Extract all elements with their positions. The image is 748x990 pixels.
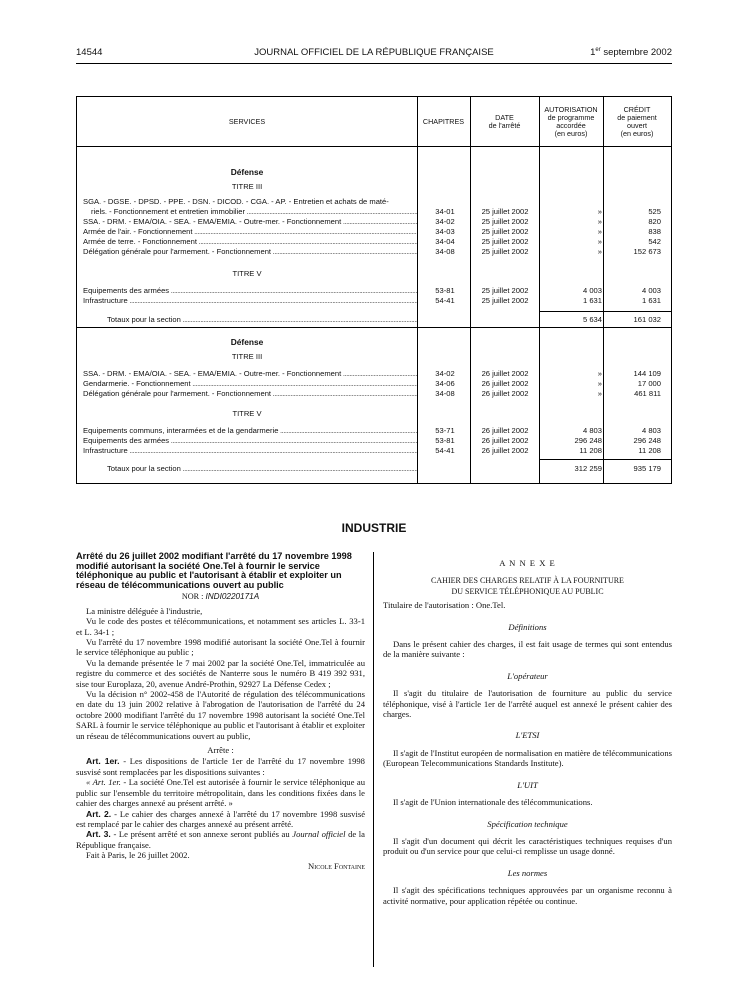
chapter-cell: 53-81	[435, 436, 455, 445]
subheading: Les normes	[507, 867, 548, 878]
date-cell: 26 juillet 2002	[481, 379, 529, 388]
table-row	[77, 369, 673, 379]
total-rule	[539, 311, 671, 312]
cahier-title-line1: CAHIER DES CHARGES RELATIF À LA FOURNITURE	[431, 576, 624, 586]
paragraph: Vu la demande présentée le 7 mai 2002 par la société One.Tel, immatriculée au registre du commerce et des sociétés de Nanterre sous le numéro B 419 392 931, sise tour Europlaza, 20, avenue André-Prothin, 92927 La Défense Cedex ;	[76, 657, 365, 689]
date-cell: 25 juillet 2002	[481, 296, 529, 305]
table-row	[77, 286, 673, 296]
table-row	[77, 227, 673, 237]
date-cell: 25 juillet 2002	[481, 286, 529, 295]
titre-heading: TITRE V	[232, 409, 262, 418]
table-row	[77, 389, 673, 399]
chapter-cell: 34-02	[435, 217, 455, 226]
date-cell: 25 juillet 2002	[481, 207, 529, 216]
autorisation-cell: 4 003	[582, 286, 602, 295]
credit-cell: 542	[648, 237, 661, 246]
titre-heading: TITRE III	[231, 352, 263, 361]
paragraph: La ministre déléguée à l'industrie,	[86, 605, 203, 616]
total-rule	[539, 459, 671, 460]
paragraph: Il s'agit du titulaire de l'autorisation de fourniture au public du service téléphonique, visé à l'article 1er de l'arrêté auquel est annexé le présent cahier des charges.	[383, 688, 672, 720]
nor-reference: NOR : INDI0220171A	[181, 592, 260, 602]
autorisation-cell: »	[597, 207, 602, 216]
table-row	[77, 207, 673, 217]
page-header	[76, 47, 672, 61]
date-cell: 26 juillet 2002	[481, 389, 529, 398]
titre-heading: TITRE V	[232, 269, 262, 278]
arrete-label: Arrête :	[207, 745, 234, 756]
date-cell: 25 juillet 2002	[481, 227, 529, 236]
row-label: Armée de terre. - Fonctionnement .....	[83, 237, 417, 247]
row-label: Equipements des armées .....	[83, 436, 417, 446]
article-2: Art. 2. - Le cahier des charges annexé à l'arrêté du 17 novembre 1998 susvisé est remplacé par le cahier des charges annexé au présent arrêté.	[76, 808, 366, 829]
article-1: Art. 1er. - Les dispositions de l'article 1er de l'arrêté du 17 novembre 1998 susvisé sont remplacées par les dispositions suivantes :	[76, 756, 365, 777]
chapter-cell: 54-41	[435, 296, 455, 305]
table-row	[77, 446, 673, 456]
table-row	[77, 426, 673, 436]
autorisation-cell: »	[597, 237, 602, 246]
chapter-cell: 54-41	[435, 446, 455, 455]
credit-cell: 11 208	[638, 446, 661, 455]
chapter-cell: 34-02	[435, 369, 455, 378]
credit-cell: 4 803	[641, 426, 661, 435]
arrete-title: Arrêté du 26 juillet 2002 modifiant l'arrêté du 17 novembre 1998 modifié autorisant la société One.Tel à fournir le service téléphonique au public et l'autorisant à établir et exploiter un réseau de télécommunications ouvert au public	[76, 551, 352, 590]
signature: Nicole Fontaine	[308, 860, 365, 871]
chapter-cell: 53-71	[435, 426, 455, 435]
article-1-quote: « Art. 1er. - La société One.Tel est autorisée à fournir le service téléphonique au public sur l'ensemble du territoire métropolitain, dans les conditions fixées dans le cahier des charges annexé au présent arrêté. »	[76, 777, 365, 809]
chapter-cell: 34-03	[435, 227, 455, 236]
credit-cell: 144 109	[633, 369, 661, 378]
chapter-cell: 34-01	[435, 207, 455, 216]
autorisation-cell: 4 803	[582, 426, 602, 435]
col-header-credit: CRÉDIT de paiement ouvert (en euros)	[617, 105, 657, 138]
col-header-date: DATE de l'arrêté	[488, 113, 521, 130]
header-rule	[76, 63, 672, 64]
chapter-cell: 53-81	[435, 286, 455, 295]
autorisation-cell: »	[597, 227, 602, 236]
date-cell: 26 juillet 2002	[481, 446, 529, 455]
section-title: Défense	[230, 167, 264, 177]
total-row: Totaux pour la section ..... 312 259 935 179	[77, 464, 673, 474]
cahier-title-line2: DU SERVICE TÉLÉPHONIQUE AU PUBLIC	[451, 586, 604, 596]
credit-cell: 152 673	[633, 247, 661, 256]
paragraph: Il s'agit d'un document qui décrit les caractéristiques techniques requises d'un produit ou d'un service pour que celui-ci remplisse un usage donné.	[383, 835, 672, 857]
chapter-cell: 34-04	[435, 237, 455, 246]
date-cell: 26 juillet 2002	[481, 426, 529, 435]
autorisation-cell: 11 208	[579, 446, 602, 455]
row-label: Armée de l'air. - Fonctionnement .....	[83, 227, 417, 237]
table-row	[77, 217, 673, 227]
credit-cell: 4 003	[641, 286, 661, 295]
paragraph: Vu l'arrêté du 17 novembre 1998 modifié autorisant la société One.Tel à fournir le service téléphonique au public ;	[76, 637, 365, 658]
subheading: L'ETSI	[515, 730, 540, 741]
column-divider	[373, 552, 374, 967]
titre-heading: TITRE III	[231, 182, 263, 191]
credit-cell: 1 631	[641, 296, 661, 305]
subheading: Spécification technique	[487, 818, 568, 829]
row-label: SSA. - DRM. - EMA/OIA. - SEA. - EMA/EMIA. - Outre-mer. - Fonctionnement .....	[83, 217, 417, 227]
issue-date: 1er septembre 2002	[590, 47, 672, 59]
section-divider	[77, 327, 671, 328]
row-label: riels. - Fonctionnement et entretien immobilier .....	[91, 207, 417, 217]
row-label: Délégation générale pour l'armement. - Fonctionnement .....	[83, 389, 417, 399]
table-row	[77, 379, 673, 389]
row-label: Infrastructure .....	[83, 446, 417, 456]
subheading: L'UIT	[517, 779, 538, 790]
arrete-column	[76, 552, 365, 871]
date-cell: 26 juillet 2002	[481, 436, 529, 445]
chapter-cell: 34-08	[435, 247, 455, 256]
credits-table	[76, 96, 672, 484]
chapter-cell: 34-08	[435, 389, 455, 398]
credit-cell: 461 811	[634, 389, 661, 398]
row-label: Délégation générale pour l'armement. - Fonctionnement .....	[83, 247, 417, 257]
autorisation-cell: 1 631	[582, 296, 602, 305]
table-row	[77, 296, 673, 306]
credit-cell: 525	[648, 207, 661, 216]
paragraph: Il s'agit de l'Union internationale des télécommunications.	[393, 797, 593, 808]
subheading: Définitions	[508, 621, 547, 632]
section-heading-industrie: INDUSTRIE	[341, 521, 407, 535]
col-header-autorisation: AUTORISATION de programme accordée (en euros)	[544, 105, 598, 138]
autorisation-cell: »	[597, 379, 602, 388]
journal-title: JOURNAL OFFICIEL DE LA RÉPUBLIQUE FRANÇAISE	[254, 47, 494, 58]
paragraph: Vu la décision n° 2002-458 de l'Autorité de régulation des télécommunications en date du 13 juin 2002 relative à l'abrogation de l'autorisation de l'arrêté du 24 octobre 2000 modifiant l'arrêté du 17 novembre 1998 autorisant la société One.Tel SARL à fournir le service téléphonique au public et l'autorisant à établir et exploiter un réseau de télécommunications ouvert au public,	[76, 689, 365, 741]
row-label: SSA. - DRM. - EMA/OIA. - SEA. - EMA/EMIA. - Outre-mer. - Fonctionnement .....	[83, 369, 417, 379]
article-3: Art. 3. - Le présent arrêté et son annexe seront publiés au Journal officiel de la République française.	[76, 829, 366, 850]
row-label: Equipements communs, interarmées et de la gendarmerie .....	[83, 426, 417, 436]
autorisation-cell: »	[597, 369, 602, 378]
credit-cell: 17 000	[637, 379, 661, 388]
annexe-heading: A N N E X E	[499, 558, 556, 568]
table-row	[77, 237, 673, 247]
col-header-services: SERVICES	[228, 117, 266, 126]
col-header-chapitres: CHAPITRES	[422, 117, 465, 126]
autorisation-cell: »	[597, 217, 602, 226]
paragraph: Il s'agit des spécifications techniques approuvées par un organisme reconnu à activité normative, pour application répétée ou continue.	[383, 885, 672, 906]
paragraph: Vu le code des postes et télécommunications, et notamment ses articles L. 33-1 et L. 34-1 ;	[76, 616, 365, 637]
autorisation-cell: 296 248	[574, 436, 602, 445]
autorisation-cell: »	[597, 389, 602, 398]
annexe-column	[383, 552, 672, 906]
paragraph: Dans le présent cahier des charges, il est fait usage de termes qui sont entendus de la manière suivante :	[383, 639, 672, 660]
date-cell: 25 juillet 2002	[481, 247, 529, 256]
section-title: Défense	[230, 337, 264, 347]
row-label: Gendarmerie. - Fonctionnement .....	[83, 379, 417, 389]
date-cell: 25 juillet 2002	[481, 237, 529, 246]
total-row: Totaux pour la section ..... 5 634 161 032	[77, 315, 673, 325]
date-cell: 26 juillet 2002	[481, 369, 529, 378]
date-cell: 25 juillet 2002	[481, 217, 529, 226]
credit-cell: 820	[648, 217, 661, 226]
titulaire: Titulaire de l'autorisation : One.Tel.	[383, 600, 506, 611]
autorisation-cell: »	[597, 247, 602, 256]
chapter-cell: 34-06	[435, 379, 455, 388]
table-row	[77, 436, 673, 446]
table-row: SGA. - DGSE. - DPSD. - PPE. - DSN. - DICOD. - CGA. - AP. - Entretien et achats de maté-	[83, 197, 389, 206]
credit-cell: 838	[648, 227, 661, 236]
header-divider	[77, 146, 671, 147]
row-label: Infrastructure .....	[83, 296, 417, 306]
credit-cell: 296 248	[633, 436, 661, 445]
table-row	[77, 247, 673, 257]
date-line: Fait à Paris, le 26 juillet 2002.	[86, 850, 190, 861]
subheading: L'opérateur	[507, 670, 548, 681]
page-number: 14544	[76, 47, 103, 58]
row-label: Equipements des armées .....	[83, 286, 417, 296]
paragraph: Il s'agit de l'Institut européen de normalisation en matière de télécommunications (European Telecommunications Standards Institute).	[383, 747, 672, 769]
